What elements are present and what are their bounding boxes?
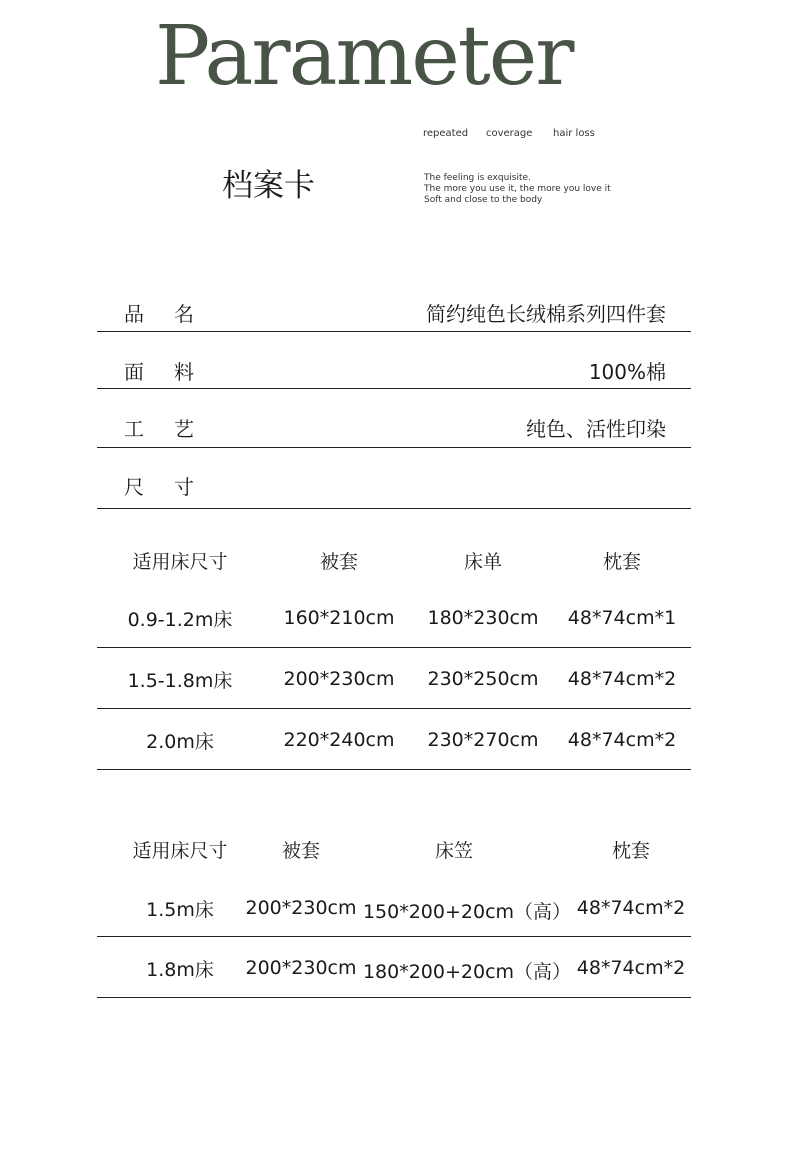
divider [97, 508, 691, 509]
table-cell: 180*200+20cm（高） [362, 961, 572, 983]
table-header-cell: 枕套 [602, 551, 642, 573]
spec-value: 简约纯色长绒棉系列四件套 [426, 302, 666, 326]
spec-label: 面 料 [124, 360, 194, 384]
table-cell: 48*74cm*2 [576, 897, 686, 919]
table-cell: 230*270cm [427, 729, 539, 751]
table-cell: 200*230cm [245, 957, 357, 979]
divider [97, 447, 691, 448]
table-header-cell: 床单 [463, 551, 503, 573]
divider [97, 936, 691, 937]
table-cell: 48*74cm*2 [576, 957, 686, 979]
description-line-3: Soft and close to the body [424, 195, 543, 205]
table-header-cell: 被套 [281, 840, 321, 862]
spec-value: 100%棉 [588, 360, 666, 384]
spec-value: 纯色、活性印染 [526, 417, 666, 441]
divider [97, 388, 691, 389]
table-cell: 150*200+20cm（高） [362, 901, 572, 923]
tag-coverage: coverage [486, 128, 533, 139]
table-cell: 1.5m床 [146, 899, 214, 921]
table-header-cell: 枕套 [611, 840, 651, 862]
table-header-cell: 床笠 [434, 840, 474, 862]
table-cell: 0.9-1.2m床 [127, 609, 233, 631]
profile-card-title: 档案卡 [222, 168, 315, 204]
divider [97, 997, 691, 998]
table-header-cell: 被套 [319, 551, 359, 573]
spec-label: 尺 寸 [124, 475, 194, 499]
table-cell: 2.0m床 [146, 731, 214, 753]
divider [97, 769, 691, 770]
tag-hair-loss: hair loss [553, 128, 595, 139]
table-cell: 200*230cm [283, 668, 395, 690]
divider [97, 647, 691, 648]
table-cell: 1.5-1.8m床 [127, 670, 233, 692]
table-header-cell: 适用床尺寸 [132, 840, 228, 862]
page-title: Parameter [155, 9, 573, 104]
table-cell: 1.8m床 [146, 959, 214, 981]
table-cell: 48*74cm*1 [567, 607, 677, 629]
divider [97, 331, 691, 332]
tag-repeated: repeated [423, 128, 469, 139]
table-cell: 220*240cm [283, 729, 395, 751]
table-cell: 48*74cm*2 [567, 729, 677, 751]
spec-label: 工 艺 [124, 417, 194, 441]
spec-label: 品 名 [124, 302, 194, 326]
divider [97, 708, 691, 709]
table-cell: 180*230cm [427, 607, 539, 629]
table-header-cell: 适用床尺寸 [132, 551, 228, 573]
description-line-2: The more you use it, the more you love it [424, 184, 611, 194]
description-line-1: The feeling is exquisite. [424, 173, 531, 183]
table-cell: 160*210cm [283, 607, 395, 629]
table-cell: 230*250cm [427, 668, 539, 690]
table-cell: 200*230cm [245, 897, 357, 919]
table-cell: 48*74cm*2 [567, 668, 677, 690]
